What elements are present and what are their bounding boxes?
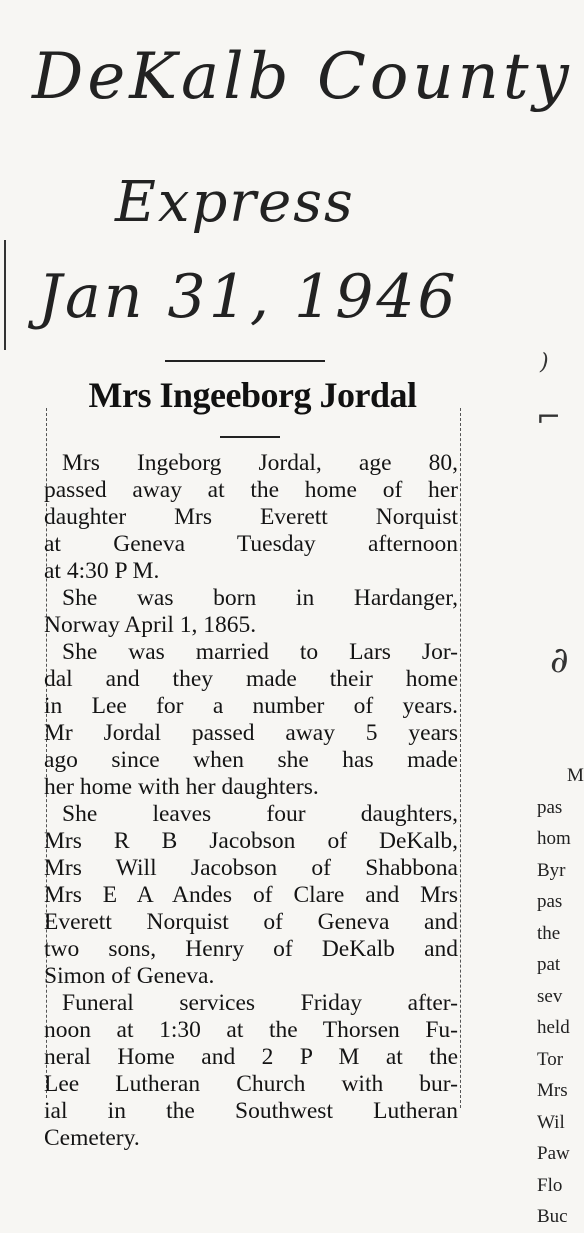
obituary-clipping	[40, 360, 465, 1150]
adjacent-line: held	[537, 1017, 570, 1038]
adjacent-line: pat	[537, 954, 561, 975]
article-line: her home with her daughters.	[44, 774, 319, 800]
adjacent-line: Paw	[537, 1143, 570, 1164]
article-line: Simon of Geneva.	[44, 963, 215, 989]
adjacent-line: Wil	[537, 1111, 565, 1133]
adjacent-handwriting-fragments	[530, 340, 576, 700]
adjacent-line: M	[567, 765, 584, 786]
article-line: Everett Norquist of Geneva and	[44, 909, 458, 935]
adjacent-line: Tor	[537, 1048, 564, 1070]
article-line: at 4:30 P M.	[44, 558, 160, 584]
article-line: Lee Lutheran Church with bur-	[44, 1071, 458, 1097]
article-line: dal and they made their home	[44, 666, 458, 692]
headline-bottom-rule	[220, 436, 280, 438]
adjacent-line: pas	[537, 796, 563, 818]
article-line: neral Home and 2 P M at the	[44, 1044, 458, 1070]
adjacent-line: sev	[537, 985, 563, 1007]
adjacent-line: Byr	[537, 859, 566, 881]
article-line: She was born in Hardanger,	[62, 585, 458, 611]
adjacent-line: the	[537, 922, 561, 944]
article-line: two sons, Henry of DeKalb and	[44, 936, 458, 962]
article-line: at Geneva Tuesday afternoon	[44, 531, 458, 557]
adjacent-line: Mrs	[537, 1080, 568, 1101]
left-margin-rule	[4, 240, 6, 350]
article-line: ago since when she has made	[44, 747, 458, 773]
article-line: Mr Jordal passed away 5 years	[44, 720, 458, 746]
article-line: Mrs E A Andes of Clare and Mrs	[44, 882, 458, 908]
handwritten-publication-line1: DeKalb County	[32, 40, 573, 114]
handwritten-date: Jan 31, 1946	[38, 262, 459, 332]
adjacent-line: hom	[537, 828, 571, 849]
article-line: in Lee for a number of years.	[44, 693, 458, 719]
handwriting-fragment: )	[540, 350, 549, 375]
article-line: She leaves four daughters,	[62, 801, 458, 827]
article-line: Cemetery.	[44, 1125, 140, 1151]
article-line: daughter Mrs Everett Norquist	[44, 504, 458, 530]
adjacent-line: Buc	[537, 1206, 568, 1227]
article-line: passed away at the home of her	[44, 477, 458, 503]
handwriting-fragment: ∂	[550, 640, 569, 681]
article-line: Mrs R B Jacobson of DeKalb,	[44, 828, 458, 854]
article-line: She was married to Lars Jor-	[62, 639, 458, 665]
handwritten-publication-line2: Express	[115, 170, 355, 235]
adjacent-line: Flo	[537, 1174, 563, 1196]
adjacent-article-column	[537, 760, 584, 1227]
article-line: Mrs Will Jacobson of Shabbona	[44, 855, 458, 881]
handwriting-fragment: ⌐	[536, 400, 562, 435]
article-line: Mrs Ingeborg Jordal, age 80,	[62, 450, 458, 476]
article-line: ial in the Southwest Lutheran	[44, 1098, 458, 1124]
obituary-headline: Mrs Ingeeborg Jordal	[88, 375, 417, 415]
headline-top-rule	[165, 360, 325, 362]
article-line: Norway April 1, 1865.	[44, 612, 257, 638]
clipping-right-border	[460, 408, 462, 1108]
article-line: Funeral services Friday after-	[62, 990, 458, 1016]
article-line: noon at 1:30 at the Thorsen Fu-	[44, 1017, 458, 1043]
adjacent-line: pas	[537, 891, 563, 912]
